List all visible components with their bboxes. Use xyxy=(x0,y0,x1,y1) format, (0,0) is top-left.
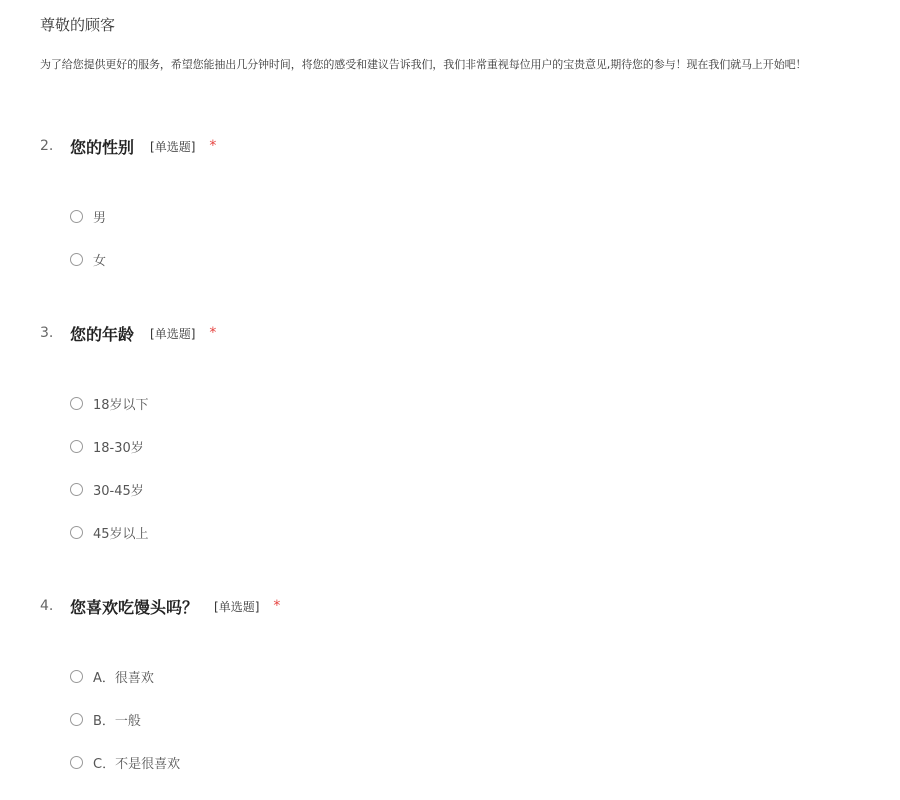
radio-button[interactable] xyxy=(70,483,83,496)
radio-button[interactable] xyxy=(70,210,83,223)
option-age-18-30[interactable] xyxy=(70,436,144,456)
option-like-very-much[interactable] xyxy=(70,666,154,686)
question-type: [单选题] xyxy=(150,139,196,154)
question-title: 您的性别 xyxy=(70,137,135,157)
page-greeting: 尊敬的顾客 xyxy=(40,16,116,34)
question-type: [单选题] xyxy=(150,326,196,341)
option-label[interactable]: C．不是很喜欢 xyxy=(93,756,181,772)
question-number: 3. xyxy=(40,325,54,341)
required-mark: * xyxy=(209,138,217,154)
option-label[interactable]: 18岁以下 xyxy=(93,397,149,413)
question-number: 2. xyxy=(40,138,54,154)
question-gender xyxy=(40,134,216,158)
question-title: 您的年龄 xyxy=(70,324,135,344)
option-label[interactable]: A．很喜欢 xyxy=(93,670,154,686)
radio-button[interactable] xyxy=(70,526,83,539)
required-mark: * xyxy=(209,325,217,341)
radio-button[interactable] xyxy=(70,713,83,726)
option-not-like-much[interactable] xyxy=(70,752,180,772)
option-label[interactable]: B．一般 xyxy=(93,713,141,729)
option-label[interactable]: 女 xyxy=(93,253,107,269)
option-age-30-45[interactable] xyxy=(70,479,144,499)
survey-intro: 为了给您提供更好的服务，希望您能抽出几分钟时间，将您的感受和建议告诉我们，我们非常重视每位用户的宝贵意见,期待您的参与！现在我们就马上开始吧！ xyxy=(40,58,807,71)
option-age-over-45[interactable] xyxy=(70,522,149,542)
radio-button[interactable] xyxy=(70,253,83,266)
option-age-under-18[interactable] xyxy=(70,393,149,413)
option-label[interactable]: 30-45岁 xyxy=(93,483,144,499)
option-like-average[interactable] xyxy=(70,709,141,729)
option-label[interactable]: 45岁以上 xyxy=(93,526,149,542)
question-age xyxy=(40,321,216,345)
option-gender-male[interactable] xyxy=(70,206,106,226)
question-type: [单选题] xyxy=(214,599,260,614)
option-label[interactable]: 男 xyxy=(93,210,107,226)
question-title: 您喜欢吃馒头吗？ xyxy=(70,597,199,617)
option-gender-female[interactable] xyxy=(70,249,106,269)
question-steamed-bun xyxy=(40,594,280,618)
radio-button[interactable] xyxy=(70,756,83,769)
radio-button[interactable] xyxy=(70,440,83,453)
option-label[interactable]: 18-30岁 xyxy=(93,440,144,456)
required-mark: * xyxy=(273,598,281,614)
radio-button[interactable] xyxy=(70,397,83,410)
radio-button[interactable] xyxy=(70,670,83,683)
question-number: 4. xyxy=(40,598,54,614)
